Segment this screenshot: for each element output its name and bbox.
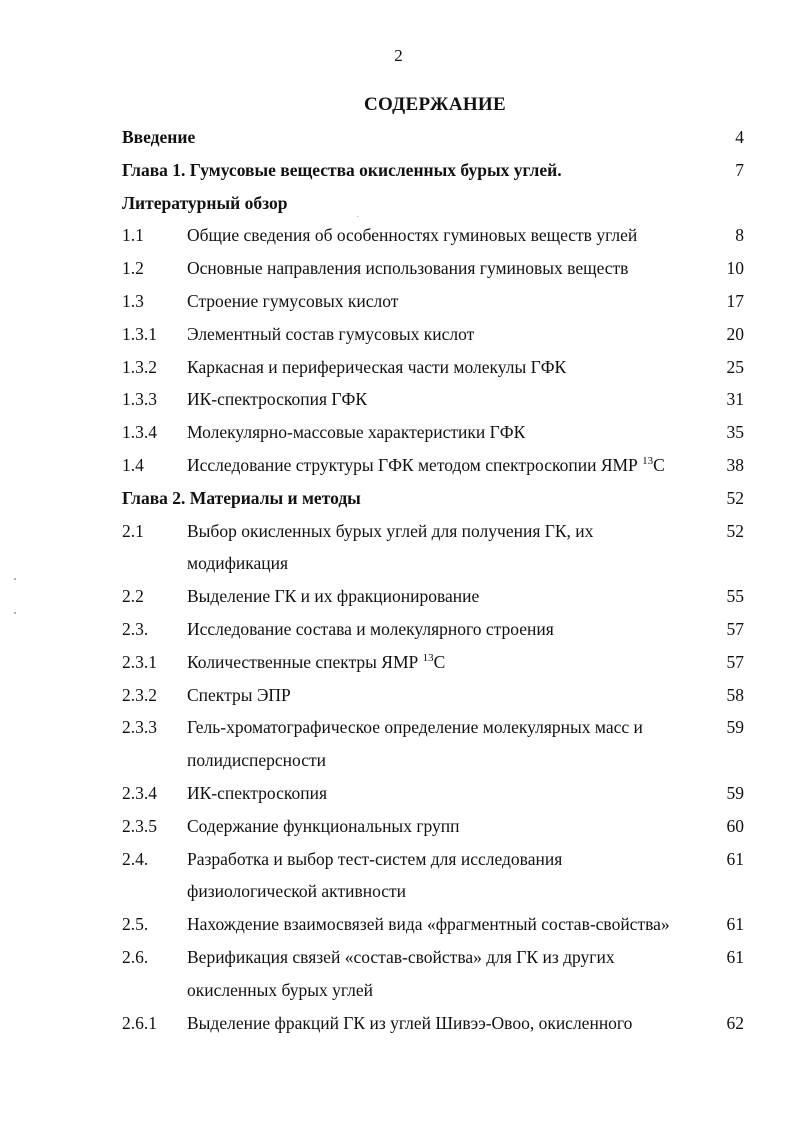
toc-entry-text: Выделение ГК и их фракционирование (187, 586, 480, 607)
toc-section-number: 2.3.5 (122, 815, 157, 836)
scan-speck (357, 216, 358, 217)
toc-entry-text: Разработка и выбор тест-систем для исследования (187, 848, 563, 869)
toc-entry-title (187, 318, 717, 351)
toc-row (0, 679, 797, 712)
toc-entry-text: Глава 2. Материалы и методы (122, 487, 361, 508)
page-number: 2 (394, 46, 403, 65)
toc-page-number: 61 (726, 848, 744, 869)
toc-section-number: 1.3.3 (122, 389, 157, 410)
toc-section-number: 1.3.1 (122, 323, 157, 344)
toc-row (0, 646, 797, 679)
toc-section-number: 1.2 (122, 258, 144, 279)
toc-page-number: 8 (735, 225, 744, 246)
toc-entry-text: Нахождение взаимосвязей вида «фрагментный состав-свойства» (187, 914, 670, 935)
toc-entry-title (187, 679, 717, 712)
toc-row (0, 318, 797, 351)
toc-chapter-row (0, 187, 797, 220)
toc-entry-text: Литературный обзор (122, 192, 288, 213)
toc-page-number: 17 (726, 290, 744, 311)
toc-entry-title (122, 154, 682, 187)
toc-row (0, 351, 797, 384)
toc-page-number: 57 (726, 651, 744, 672)
superscript-isotope: 13 (422, 651, 434, 664)
toc-section-number: 2.4. (122, 848, 149, 869)
toc-row (0, 1007, 797, 1040)
toc-entry-title (187, 416, 717, 449)
toc-entry-title (187, 810, 717, 843)
toc-entry-title (187, 515, 717, 581)
toc-entry-title (187, 351, 717, 384)
scan-speck (14, 578, 16, 580)
toc-page-number: 60 (726, 815, 744, 836)
toc-entry-text-continued: физиологической активности (187, 881, 407, 902)
toc-section-number: 2.2 (122, 586, 144, 607)
toc-entry-text: Введение (122, 127, 196, 147)
toc-page-number: 38 (726, 454, 744, 475)
toc-section-number: 1.3.4 (122, 422, 157, 443)
toc-row (0, 252, 797, 285)
toc-section-number: 2.3. (122, 618, 149, 639)
toc-page-number: 35 (726, 422, 744, 443)
toc-section-number: 1.3 (122, 290, 144, 311)
toc-entry-title (187, 219, 717, 252)
toc-page-number: 61 (726, 946, 744, 967)
scan-speck (14, 612, 16, 614)
toc-section-number: 2.3.1 (122, 651, 157, 672)
superscript-isotope: 13 (642, 454, 654, 467)
toc-row (0, 580, 797, 613)
toc-section-number: 2.6. (122, 946, 149, 967)
toc-page-number: 10 (726, 258, 744, 279)
toc-page-number: 58 (726, 684, 744, 705)
toc-entry-text: Исследование состава и молекулярного строения (187, 618, 554, 639)
toc-row (0, 219, 797, 252)
toc-section-number: 2.6.1 (122, 1012, 157, 1033)
toc-entry-text: Выбор окисленных бурых углей для получения ГК, их (187, 520, 594, 541)
toc-entry-text: ИК-спектроскопия (187, 782, 328, 803)
toc-section-number: 2.3.4 (122, 782, 157, 803)
toc-entry-text: Молекулярно-массовые характеристики ГФК (187, 422, 526, 443)
toc-page-number: 25 (726, 356, 744, 377)
toc-entry-text: Строение гумусовых кислот (187, 290, 399, 311)
toc-entry-text: Содержание функциональных групп (187, 815, 460, 836)
toc-row (0, 613, 797, 646)
toc-page-number: 57 (726, 618, 744, 639)
toc-row (0, 810, 797, 843)
toc-page-number: 4 (735, 127, 744, 147)
toc-entry-title (122, 482, 682, 515)
toc-entry-title (187, 843, 717, 909)
toc-page-number: 55 (726, 586, 744, 607)
toc-row (0, 941, 797, 1007)
toc-entry-title (187, 285, 717, 318)
toc-row (0, 711, 797, 777)
toc-entry-text-after: С (433, 651, 446, 672)
toc-entry-text: Исследование структуры ГФК методом спектроскопии ЯМР (187, 454, 638, 475)
toc-entry-text: ИК-спектроскопия ГФК (187, 389, 368, 410)
toc-entry-text-continued: модификация (187, 553, 289, 574)
toc-page-number: 61 (726, 914, 744, 935)
toc-chapter-row (0, 482, 797, 515)
toc-section-number: 2.3.2 (122, 684, 157, 705)
toc-page-number: 62 (726, 1012, 744, 1033)
toc-row (0, 843, 797, 909)
toc-title: СОДЕРЖАНИЕ (364, 94, 506, 115)
toc-section-number: 1.4 (122, 454, 144, 475)
toc-section-number: 2.3.3 (122, 717, 157, 738)
toc-entry-title (187, 580, 717, 613)
toc-entry-title (187, 383, 717, 416)
toc-entry-title (187, 777, 717, 810)
toc-page-number: 20 (726, 323, 744, 344)
toc-row (0, 515, 797, 581)
toc-entry-text: Количественные спектры ЯМР (187, 651, 419, 672)
toc-section-number: 1.1 (122, 225, 144, 246)
toc-chapter-row (0, 154, 797, 187)
toc-entry-text: Общие сведения об особенностях гуминовых веществ углей (187, 225, 638, 246)
toc-entry-text: Верификация связей «состав-свойства» для ГК из других (187, 946, 615, 967)
toc-page-number: 7 (735, 159, 744, 180)
toc-page-number: 59 (726, 717, 744, 738)
toc-entry-text: Спектры ЭПР (187, 684, 291, 705)
toc-entry-text: Глава 1. Гумусовые вещества окисленных бурых углей. (122, 159, 562, 180)
toc-entry-text-continued: окисленных бурых углей (187, 979, 374, 1000)
toc-entry-text: Гель-хроматографическое определение молекулярных масс и (187, 717, 643, 738)
toc-section-number: 2.1 (122, 520, 144, 541)
toc-entry-title (122, 121, 682, 154)
toc-entry-text: Каркасная и периферическая части молекулы ГФК (187, 356, 567, 377)
toc-row (0, 383, 797, 416)
toc-entry-text: Элементный состав гумусовых кислот (187, 323, 475, 344)
toc-page-number: 52 (726, 520, 744, 541)
toc-page-number: 31 (726, 389, 744, 410)
toc-entry-title (187, 941, 717, 1007)
toc-entry-title (187, 646, 717, 679)
toc-entry-title (187, 1007, 717, 1040)
toc-page-number: 52 (726, 487, 744, 508)
toc-page-number: 59 (726, 782, 744, 803)
table-of-contents (0, 121, 797, 1039)
toc-entry-title (187, 252, 717, 285)
toc-entry-title (122, 187, 682, 220)
toc-entry-text-continued: полидисперсности (187, 750, 327, 771)
toc-row (0, 285, 797, 318)
toc-entry-title (187, 613, 717, 646)
toc-row (0, 449, 797, 482)
toc-chapter-row (0, 121, 797, 154)
toc-row (0, 908, 797, 941)
toc-row (0, 777, 797, 810)
toc-section-number: 2.5. (122, 914, 149, 935)
toc-section-number: 1.3.2 (122, 356, 157, 377)
toc-entry-text: Основные направления использования гуминовых веществ (187, 258, 629, 279)
toc-entry-text: Выделение фракций ГК из углей Шивээ-Овоо, окисленного (187, 1012, 633, 1033)
toc-entry-text-after: С (653, 454, 665, 475)
toc-entry-title (187, 449, 717, 482)
toc-row (0, 416, 797, 449)
toc-entry-title (187, 908, 717, 941)
toc-entry-title (187, 711, 717, 777)
